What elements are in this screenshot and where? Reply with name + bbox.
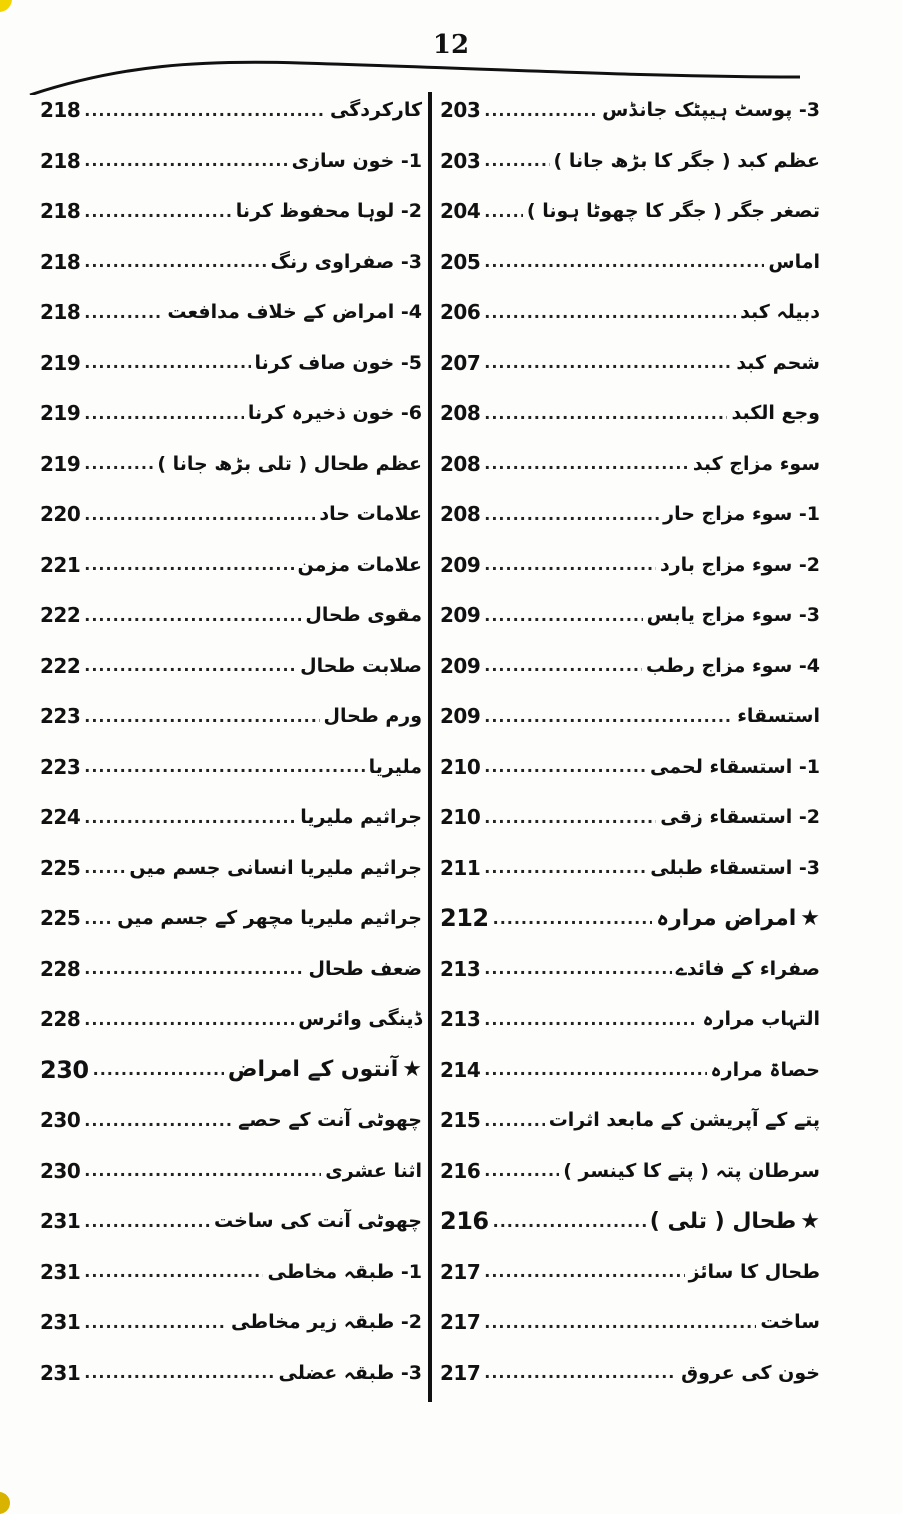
toc-title-text: جراثیم ملیریا انسانی جسم میں (129, 856, 422, 879)
dot-leader (84, 555, 293, 574)
toc-title (255, 352, 423, 374)
toc-title (760, 1311, 820, 1333)
dot-leader (84, 1010, 294, 1029)
toc-entry[interactable] (440, 944, 820, 995)
star-icon: ★ (800, 905, 820, 931)
dot-leader (84, 404, 244, 423)
star-icon: ★ (402, 1057, 422, 1083)
dot-leader (484, 555, 656, 574)
dot-leader (84, 909, 113, 928)
toc-entry[interactable] (40, 742, 422, 793)
dot-leader (493, 1212, 646, 1231)
toc-entry[interactable] (40, 1146, 422, 1197)
toc-page-number: 211 (440, 855, 481, 880)
toc-page-number: 212 (440, 904, 489, 933)
toc-page-number: 214 (440, 1057, 481, 1082)
toc-title (731, 402, 820, 424)
toc-title (228, 1057, 422, 1082)
toc-title-text: دبیلہ کبد (740, 301, 820, 324)
toc-entry[interactable] (40, 388, 422, 439)
toc-title-text: تصغر جگر ( جگر کا چھوٹا ہونا ) (526, 200, 820, 223)
toc-title (676, 958, 820, 980)
toc-page-number: 213 (440, 956, 481, 981)
dot-leader (484, 808, 656, 827)
dot-leader (84, 505, 315, 524)
toc-title (279, 1362, 423, 1384)
toc-entry[interactable] (40, 994, 422, 1045)
toc-title (527, 200, 820, 222)
toc-entry[interactable] (40, 136, 422, 187)
toc-title-text: التہاب مرارہ (702, 1008, 820, 1031)
dot-leader (484, 1111, 544, 1130)
toc-title-text: 3- استسقاء طبلی (650, 856, 820, 879)
toc-title (325, 1160, 422, 1182)
toc-title (740, 301, 820, 323)
toc-page-number: 224 (40, 805, 81, 830)
toc-title-text: طحال ( تلی ) (649, 1208, 797, 1234)
dot-leader (84, 1111, 234, 1130)
toc-title (660, 554, 820, 576)
toc-entry[interactable] (440, 1045, 820, 1096)
toc-entry[interactable] (40, 439, 422, 490)
toc-title-text: صلابت طحال (300, 654, 422, 677)
toc-entry[interactable] (40, 1095, 422, 1146)
toc-page-number: 230 (40, 1055, 89, 1084)
toc-page-number: 208 (440, 502, 481, 527)
toc-entry[interactable] (440, 843, 820, 894)
dot-leader (84, 1363, 274, 1382)
toc-page-number: 208 (440, 451, 481, 476)
toc-page-number: 219 (40, 350, 81, 375)
toc-page-number: 223 (40, 754, 81, 779)
dot-leader (484, 757, 646, 776)
toc-entry[interactable] (440, 1095, 820, 1146)
toc-title-text: جراثیم ملیریا مچھر کے جسم میں (117, 907, 422, 930)
toc-title-text: 4- امراض کے خلاف مدافعت (167, 301, 422, 324)
toc-title (308, 958, 422, 980)
toc-title (238, 1109, 422, 1131)
toc-title-text: 1- طبقہ مخاطی (267, 1260, 422, 1283)
dot-leader (84, 959, 304, 978)
toc-entry[interactable] (440, 792, 820, 843)
toc-title-text: سرطان پتہ ( پتے کا کینسر ) (563, 1159, 820, 1182)
page-corner-highlight (0, 0, 12, 12)
toc-title (768, 251, 820, 273)
toc-title-text: 6- خون ذخیرہ کرنا (247, 402, 422, 425)
toc-title (324, 705, 423, 727)
toc-entry[interactable] (440, 439, 820, 490)
toc-title (267, 1261, 422, 1283)
toc-title-text: کارکردگی (329, 99, 422, 122)
toc-column-right (440, 85, 820, 1398)
toc-entry[interactable] (440, 540, 820, 591)
toc-title (711, 1059, 820, 1081)
toc-section-heading[interactable] (40, 1045, 422, 1096)
toc-title (305, 604, 422, 626)
toc-title (298, 554, 422, 576)
toc-title-text: 3- طبقہ عضلی (278, 1361, 422, 1384)
dot-leader (84, 454, 153, 473)
toc-entry[interactable] (440, 641, 820, 692)
dot-leader (84, 101, 326, 120)
toc-title (231, 1311, 422, 1333)
toc-entry[interactable] (440, 237, 820, 288)
dot-leader (484, 202, 523, 221)
toc-title-text: چھوٹی آنت کی ساخت (213, 1210, 422, 1233)
toc-title-text: 4- سوء مزاج رطب (645, 654, 820, 677)
dot-leader (484, 505, 659, 524)
toc-page-number: 206 (440, 300, 481, 325)
toc-title (117, 907, 422, 929)
toc-title (563, 1160, 820, 1182)
toc-entry[interactable] (440, 994, 820, 1045)
toc-title (549, 1109, 820, 1131)
toc-title-text: 5- خون صاف کرنا (254, 351, 422, 374)
dot-leader (484, 707, 733, 726)
toc-title (369, 756, 422, 778)
toc-title-text: استسقاء (737, 705, 820, 728)
toc-title-text: ڈینگی وائرس (298, 1008, 422, 1031)
toc-page-number: 218 (40, 249, 81, 274)
toc-title-text: چھوٹی آنت کے حصے (238, 1109, 422, 1132)
toc-page-number: 203 (440, 98, 481, 123)
toc-entry[interactable] (40, 1348, 422, 1399)
toc-title-text: ضعف طحال (308, 957, 422, 980)
toc-section-heading[interactable] (440, 893, 820, 944)
toc-page-number: 205 (440, 249, 481, 274)
toc-page-number: 228 (40, 956, 81, 981)
toc-title-text: 1- خون سازی (291, 149, 422, 172)
toc-entry[interactable] (440, 388, 820, 439)
dot-leader (84, 1161, 321, 1180)
toc-page-number: 225 (40, 906, 81, 931)
toc-title-text: مقوی طحال (305, 604, 422, 627)
toc-title-text: اماس (768, 250, 820, 273)
toc-page-number: 219 (40, 451, 81, 476)
dot-leader (484, 606, 642, 625)
toc-title (736, 352, 820, 374)
toc-page-number: 209 (440, 603, 481, 628)
toc-page-number: 218 (40, 148, 81, 173)
toc-title (693, 453, 820, 475)
dot-leader (84, 151, 287, 170)
toc-column-left (40, 85, 422, 1398)
dot-leader (484, 252, 764, 271)
toc-title (129, 857, 422, 879)
toc-entry[interactable] (40, 1297, 422, 1348)
toc-title-text: صفراء کے فائدے (675, 957, 820, 980)
toc-entry[interactable] (440, 186, 820, 237)
dot-leader (93, 1060, 224, 1079)
toc-entry[interactable] (40, 641, 422, 692)
toc-page-number: 215 (440, 1108, 481, 1133)
toc-entry[interactable] (40, 1196, 422, 1247)
toc-title-text: وجع الکبد (731, 402, 820, 425)
toc-title-text: 3- پوسٹ ہیپٹک جانڈس (602, 99, 820, 122)
toc-entry[interactable] (440, 136, 820, 187)
toc-page-number: 223 (40, 704, 81, 729)
toc-page-number: 218 (40, 199, 81, 224)
toc-entry[interactable] (40, 237, 422, 288)
toc-title (157, 453, 422, 475)
toc-entry[interactable] (440, 489, 820, 540)
toc-entry[interactable] (440, 590, 820, 641)
toc-title (330, 99, 422, 121)
toc-page-number: 231 (40, 1209, 81, 1234)
toc-title-text: 2- سوء مزاج بارد (659, 553, 820, 576)
toc-entry[interactable] (40, 186, 422, 237)
dot-leader (84, 656, 296, 675)
toc-title (298, 1008, 422, 1030)
dot-leader (484, 454, 689, 473)
toc-title (167, 301, 422, 323)
dot-leader (84, 353, 250, 372)
toc-title-text: عظم طحال ( تلی بڑھ جانا ) (157, 452, 422, 475)
toc-title (660, 806, 820, 828)
toc-title-text: 2- طبقہ زیر مخاطی (230, 1311, 422, 1334)
dot-leader (484, 1313, 756, 1332)
toc-page-number: 225 (40, 855, 81, 880)
dot-leader (484, 656, 642, 675)
dot-leader (84, 1262, 263, 1281)
toc-page-number: 217 (440, 1310, 481, 1335)
toc-entry[interactable] (440, 1348, 820, 1399)
toc-title-text: پتے کے آپریشن کے مابعد اثرات (548, 1109, 820, 1132)
toc-page-number: 213 (440, 1007, 481, 1032)
dot-leader (84, 1212, 210, 1231)
toc-entry[interactable] (40, 489, 422, 540)
toc-page-number: 219 (40, 401, 81, 426)
toc-title (737, 705, 820, 727)
toc-entry[interactable] (440, 1297, 820, 1348)
toc-title-text: 3- صفراوی رنگ (270, 250, 422, 273)
toc-title (271, 251, 422, 273)
toc-entry[interactable] (40, 893, 422, 944)
toc-entry[interactable] (40, 944, 422, 995)
dot-leader (84, 606, 301, 625)
toc-entry[interactable] (440, 338, 820, 389)
toc-title-text: علامات مزمن (297, 553, 422, 576)
dot-leader (493, 909, 653, 928)
dot-leader (84, 858, 125, 877)
toc-title-text: 2- لوہا محفوظ کرنا (235, 200, 422, 223)
toc-title (554, 150, 820, 172)
dot-leader (484, 1060, 706, 1079)
toc-title (319, 503, 422, 525)
toc-entry[interactable] (440, 742, 820, 793)
toc-title (602, 99, 820, 121)
toc-title (248, 402, 422, 424)
toc-entry[interactable] (40, 85, 422, 136)
toc-page-number: 222 (40, 603, 81, 628)
toc-title (650, 756, 820, 778)
toc-entry[interactable] (40, 540, 422, 591)
toc-title-text: خون کی عروق (681, 1361, 820, 1384)
toc-page-number: 231 (40, 1259, 81, 1284)
toc-entry[interactable] (440, 691, 820, 742)
toc-title-text: عظم کبد ( جگر کا بڑھ جانا ) (553, 149, 820, 172)
toc-entry[interactable] (440, 85, 820, 136)
dot-leader (84, 808, 296, 827)
toc-page-number: 231 (40, 1360, 81, 1385)
toc-title (650, 1209, 820, 1234)
toc-title (300, 655, 422, 677)
dot-leader (84, 707, 319, 726)
toc-title (214, 1210, 422, 1232)
dot-leader (84, 1313, 227, 1332)
toc-title-text: حصاۃ مرارہ (710, 1058, 820, 1081)
toc-title (650, 857, 820, 879)
dot-leader (484, 1010, 698, 1029)
dot-leader (84, 757, 364, 776)
toc-page-number: 231 (40, 1310, 81, 1335)
dot-leader (484, 404, 727, 423)
toc-page-number: 208 (440, 401, 481, 426)
toc-title-text: ملیریا (368, 755, 422, 778)
dot-leader (484, 303, 736, 322)
dot-leader (484, 151, 549, 170)
page-corner-highlight (0, 1492, 10, 1514)
toc-title-text: علامات حاد (319, 503, 422, 526)
toc-page-number: 204 (440, 199, 481, 224)
dot-leader (484, 1363, 677, 1382)
toc-title-text: آنتوں کے امراض (227, 1057, 399, 1083)
toc-title (236, 200, 422, 222)
toc-title-text: ساخت (760, 1311, 820, 1334)
toc-page-number: 218 (40, 98, 81, 123)
toc-title (663, 503, 820, 525)
toc-page-number: 230 (40, 1108, 81, 1133)
dot-leader (484, 101, 598, 120)
toc-entry[interactable] (440, 1146, 820, 1197)
toc-title-text: 2- استسقاء زقی (660, 806, 820, 829)
toc-page-number: 216 (440, 1158, 481, 1183)
toc-entry[interactable] (40, 843, 422, 894)
toc-title (292, 150, 422, 172)
toc-page-number: 221 (40, 552, 81, 577)
toc-entry[interactable] (40, 287, 422, 338)
dot-leader (484, 959, 671, 978)
toc-entry[interactable] (440, 1247, 820, 1298)
column-divider (428, 92, 432, 1402)
toc-title-text: 1- سوء مزاج حار (663, 503, 820, 526)
toc-page-number: 207 (440, 350, 481, 375)
toc-page-number: 217 (440, 1360, 481, 1385)
dot-leader (84, 202, 232, 221)
toc-page-number: 210 (440, 805, 481, 830)
toc-title (681, 1362, 820, 1384)
toc-title-text: امراض مرارہ (656, 905, 797, 931)
toc-entry[interactable] (40, 792, 422, 843)
toc-title-text: 1- استسقاء لحمی (650, 755, 820, 778)
toc-page-number: 218 (40, 300, 81, 325)
dot-leader (484, 1262, 684, 1281)
toc-title (300, 806, 422, 828)
toc-page-number: 222 (40, 653, 81, 678)
toc-title-text: اثنا عشری (325, 1159, 422, 1182)
toc-title-text: ورم طحال (323, 705, 422, 728)
dot-leader (484, 1161, 559, 1180)
toc-title-text: سوء مزاج کبد (692, 452, 820, 475)
toc-entry[interactable] (40, 691, 422, 742)
toc-section-heading[interactable] (440, 1196, 820, 1247)
toc-page-number: 209 (440, 552, 481, 577)
toc-entry[interactable] (40, 590, 422, 641)
toc-title (689, 1261, 820, 1283)
toc-title (702, 1008, 820, 1030)
toc-entry[interactable] (440, 287, 820, 338)
toc-title-text: طحال کا سائز (688, 1260, 820, 1283)
star-icon: ★ (800, 1208, 820, 1234)
toc-entry[interactable] (40, 1247, 422, 1298)
toc-title-text: 3- سوء مزاج یابس (646, 604, 820, 627)
toc-entry[interactable] (40, 338, 422, 389)
dot-leader (84, 303, 163, 322)
toc-page-number: 230 (40, 1158, 81, 1183)
page-number: 12 (432, 30, 470, 60)
toc-title (656, 906, 820, 931)
dot-leader (484, 353, 732, 372)
toc-page-number: 216 (440, 1207, 489, 1236)
toc-page-number: 228 (40, 1007, 81, 1032)
toc-page-number: 210 (440, 754, 481, 779)
toc-title (646, 655, 820, 677)
toc-page-number: 220 (40, 502, 81, 527)
dot-leader (84, 252, 266, 271)
toc-title-text: شحم کبد (736, 351, 820, 374)
toc-page-number: 209 (440, 653, 481, 678)
toc-title-text: جراثیم ملیریا (300, 806, 422, 829)
dot-leader (484, 858, 646, 877)
toc-title (647, 604, 820, 626)
toc-page-number: 209 (440, 704, 481, 729)
toc-page-number: 203 (440, 148, 481, 173)
toc-page-number: 217 (440, 1259, 481, 1284)
